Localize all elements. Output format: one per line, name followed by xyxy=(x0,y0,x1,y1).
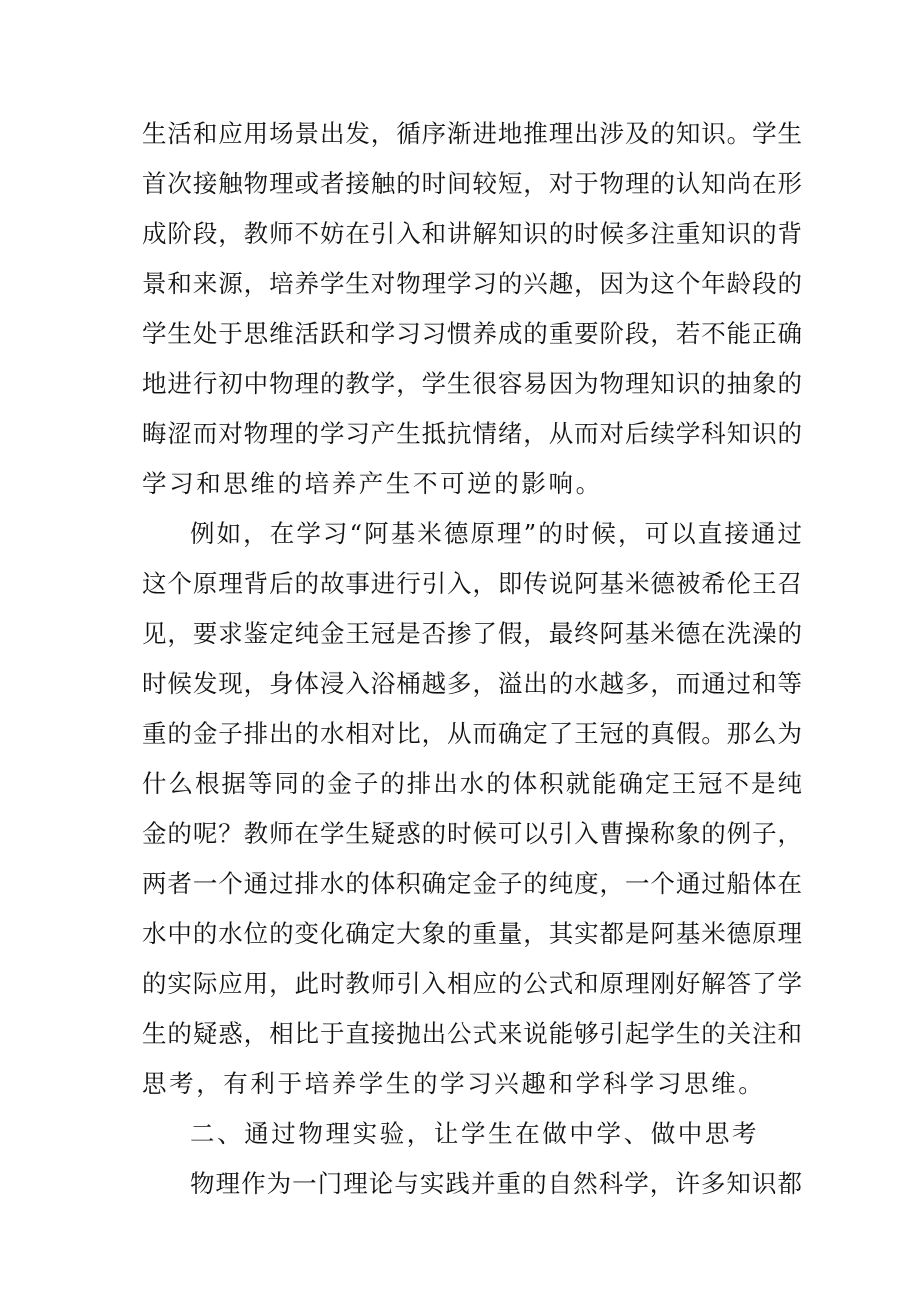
text-line: 的实际应用，此时教师引入相应的公式和原理刚好解答了学 xyxy=(142,969,802,998)
text-line: 两者一个通过排水的体积确定金子的纯度，一个通过船体在 xyxy=(142,869,802,898)
text-line: 学生处于思维活跃和学习习惯养成的重要阶段，若不能正确 xyxy=(142,319,802,348)
text-line: 成阶段，教师不妨在引入和讲解知识的时候多注重知识的背 xyxy=(142,219,802,248)
text-line: 时候发现，身体浸入浴桶越多，溢出的水越多，而通过和等 xyxy=(142,669,802,698)
text-line: 晦涩而对物理的学习产生抵抗情绪，从而对后续学科知识的 xyxy=(142,419,802,448)
text-line: 例如，在学习“阿基米德原理”的时候，可以直接通过 xyxy=(190,519,802,548)
text-line: 地进行初中物理的教学，学生很容易因为物理知识的抽象的 xyxy=(142,369,802,398)
text-line: 重的金子排出的水相对比，从而确定了王冠的真假。那么为 xyxy=(142,719,802,748)
text-line: 生活和应用场景出发，循序渐进地推理出涉及的知识。学生 xyxy=(142,119,802,148)
text-line: 水中的水位的变化确定大象的重量，其实都是阿基米德原理 xyxy=(142,919,802,948)
text-line: 景和来源，培养学生对物理学习的兴趣，因为这个年龄段的 xyxy=(142,269,802,298)
text-line: 物理作为一门理论与实践并重的自然科学，许多知识都 xyxy=(190,1169,802,1198)
text-line: 金的呢？教师在学生疑惑的时候可以引入曹操称象的例子， xyxy=(142,819,802,848)
text-line: 这个原理背后的故事进行引入，即传说阿基米德被希伦王召 xyxy=(142,569,802,598)
section-heading-text: 二、通过物理实验，让学生在做中学、做中思考 xyxy=(190,1119,760,1148)
text-line: 生的疑惑，相比于直接抛出公式来说能够引起学生的关注和 xyxy=(142,1019,802,1048)
text-line: 学习和思维的培养产生不可逆的影响。 xyxy=(142,469,603,498)
text-line: 见，要求鉴定纯金王冠是否掺了假，最终阿基米德在洗澡的 xyxy=(142,619,802,648)
text-line: 首次接触物理或者接触的时间较短，对于物理的认知尚在形 xyxy=(142,169,802,198)
text-line: 什么根据等同的金子的排出水的体积就能确定王冠不是纯 xyxy=(142,769,802,798)
text-line: 思考，有利于培养学生的学习兴趣和学科学习思维。 xyxy=(142,1069,766,1098)
